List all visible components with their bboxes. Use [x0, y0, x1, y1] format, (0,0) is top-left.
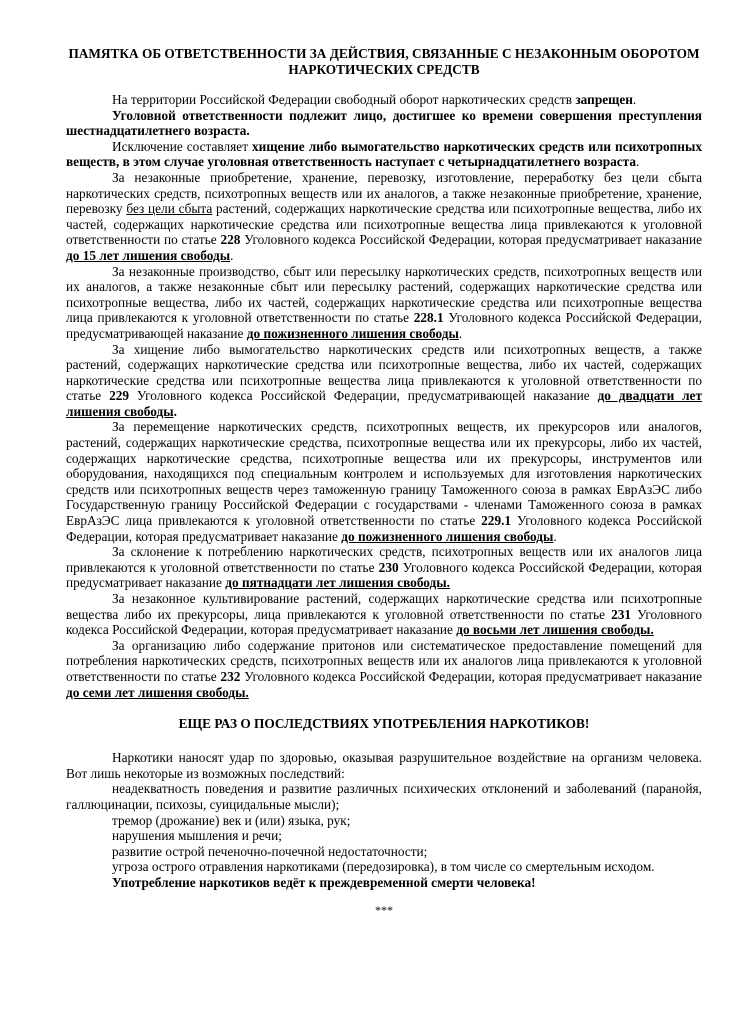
- penalty-text: до пожизненного лишения свободы: [341, 528, 554, 544]
- article-number: 230: [378, 559, 399, 575]
- paragraph-3: [66, 139, 702, 170]
- paragraph-1: [66, 92, 702, 108]
- text: Уголовного кодекса Российской Федерации, предусматривающей наказание: [66, 310, 702, 341]
- text: За перемещение наркотических средств, психотропных веществ, их прекурсоров или аналогов, растений, содержащих наркотические средства, психотропные вещества или их прекурсоры, либо их частей, содержащих наркотические средства, психотропные вещества или их прекурсоры, инструментов или оборудования, находящихся под специальным контролем и используемых для изготовления наркотических средств или психотропных веществ через таможенную границу Таможенного союза в рамках ЕврАзЭС либо Государственную границу Российской Федерации с государствами - членами Таможенного союза в рамках ЕврАзЭС лица привлекаются к уголовной ответственности по статье: [66, 419, 702, 529]
- list-item: угроза острого отравления наркотиками (передозировка), в том числе со смертельным исходом.: [112, 859, 655, 875]
- text: За незаконное культивирование растений, содержащих наркотические средства или психотропные вещества либо их прекурсоры, лица привлекаются к уголовной ответственности по статье: [66, 591, 702, 622]
- list-item: тремор (дрожание) век и (или) языка, рук;: [112, 812, 351, 828]
- list-item: неадекватность поведения и развитие различных психических отклонений и заболеваний (паранойя, галлюцинации, психозы, суицидальные мысли);: [66, 781, 702, 812]
- penalty-text: до восьми лет лишения свободы.: [456, 622, 654, 638]
- text: Уголовного кодекса Российской Федерации, которая предусматривает наказание: [66, 606, 703, 638]
- bold-text: запрещен: [575, 92, 633, 107]
- article-number: 229.1: [481, 513, 512, 529]
- article-number: 231: [611, 606, 632, 622]
- underlined-text: без цели сбыта: [126, 201, 213, 217]
- penalty-text: до пятнадцати лет лишения свободы.: [225, 575, 450, 591]
- text: За хищение либо вымогательство наркотических средств или психотропных веществ, а также растений, содержащих наркотические средства или психотропные вещества, либо их частей, содержащих наркотические средства или психотропные вещества лица привлекаются к уголовной ответственности по статье: [66, 341, 702, 404]
- text: За склонение к потреблению наркотических средств, психотропных веществ или их аналогов лица привлекаются к уголовной ответственности по статье: [66, 544, 702, 575]
- article-number: 228.1: [413, 310, 444, 326]
- list-item: развитие острой печеночно-почечной недостаточности;: [112, 843, 428, 859]
- text: .: [553, 528, 557, 544]
- penalty-text: до семи лет лишения свободы.: [66, 684, 249, 700]
- text: На территории Российской Федерации свободный оборот наркотических средств: [112, 92, 576, 107]
- text: За незаконные производство, сбыт или пересылку наркотических средств, психотропных веществ или их аналогов, а также незаконные сбыт или пересылку растений, содержащих наркотические средства или психотропные вещества, либо их частей, содержащих наркотические средства или психотропные вещества лица привлекаются к уголовной ответственности по статье: [66, 263, 702, 326]
- intro-paragraph: Наркотики наносят удар по здоровью, оказывая разрушительное воздействие на организм человека. Вот лишь некоторые из возможных последствий:: [66, 750, 702, 781]
- paragraph-article-228: [66, 170, 702, 264]
- text: .: [632, 92, 637, 107]
- text: За незаконные приобретение, хранение, перевозку, изготовление, переработку без цели сбыта наркотических средств, психотропных веществ или их аналогов, а также незаконные приобретение, хранение, перевозку: [66, 169, 702, 217]
- bold-text: хищение либо вымогательство наркотических средств или психотропных веществ, в этом случае уголовная ответственность наступает с четырнадцатилетнего возраста: [66, 138, 702, 170]
- text: Исключение составляет: [112, 138, 253, 154]
- separator-stars: ***: [375, 902, 393, 917]
- penalty-text: до двадцати лет лишения свободы: [66, 388, 702, 419]
- text: Уголовного кодекса Российской Федерации, предусматривающей наказание: [129, 388, 598, 404]
- text: Уголовного кодекса Российской Федерации, которая предусматривает наказание: [240, 668, 702, 684]
- paragraph-article-228-1: [66, 264, 702, 342]
- penalty-text: до 15 лет лишения свободы: [66, 247, 231, 263]
- penalty-text: до пожизненного лишения свободы: [246, 325, 459, 341]
- text: .: [230, 247, 234, 263]
- paragraph-article-231: [66, 591, 702, 638]
- article-number: 232: [220, 668, 241, 684]
- text: .: [636, 154, 640, 170]
- list-item: нарушения мышления и речи;: [112, 828, 282, 844]
- text: Уголовного кодекса Российской Федерации, которая предусматривает наказание: [66, 559, 702, 591]
- text: .: [173, 403, 177, 419]
- paragraph-article-229: [66, 342, 702, 420]
- final-statement: Употребление наркотиков ведёт к преждевременной смерти человека!: [112, 874, 536, 890]
- text: .: [458, 325, 463, 341]
- paragraph-2: Уголовной ответственности подлежит лицо, достигшее ко времени совершения преступления шестнадцатилетнего возраста.: [66, 107, 702, 139]
- article-number: 229: [109, 388, 130, 404]
- paragraph-article-232: [66, 638, 702, 700]
- section-heading: ЕЩЕ РАЗ О ПОСЛЕДСТВИЯХ УПОТРЕБЛЕНИЯ НАРКОТИКОВ!: [178, 716, 590, 732]
- paragraph-article-230: [66, 544, 702, 591]
- text: растений, содержащих наркотические средства или психотропные вещества, либо их частей, содержащих наркотические средства или психотропные вещества лица привлекаются к уголовной ответственности по статье: [66, 201, 702, 248]
- paragraph-article-229-1: [66, 419, 702, 544]
- text: За организацию либо содержание притонов или систематическое предоставление помещений для потребления наркотических средств, психотропных веществ или их аналогов лица привлекаются к уголовной ответственности по статье: [66, 637, 702, 684]
- document-title: ПАМЯТКА ОБ ОТВЕТСТВЕННОСТИ ЗА ДЕЙСТВИЯ, СВЯЗАННЫЕ С НЕЗАКОННЫМ ОБОРОТОМ НАРКОТИЧЕСКИХ СРЕДСТВ: [68, 46, 700, 77]
- article-number: 228: [220, 232, 241, 248]
- text: Уголовного кодекса Российской Федерации, которая предусматривает наказание: [66, 513, 702, 544]
- text: Уголовного кодекса Российской Федерации, которая предусматривает наказание: [240, 232, 702, 248]
- document-page: [66, 46, 702, 918]
